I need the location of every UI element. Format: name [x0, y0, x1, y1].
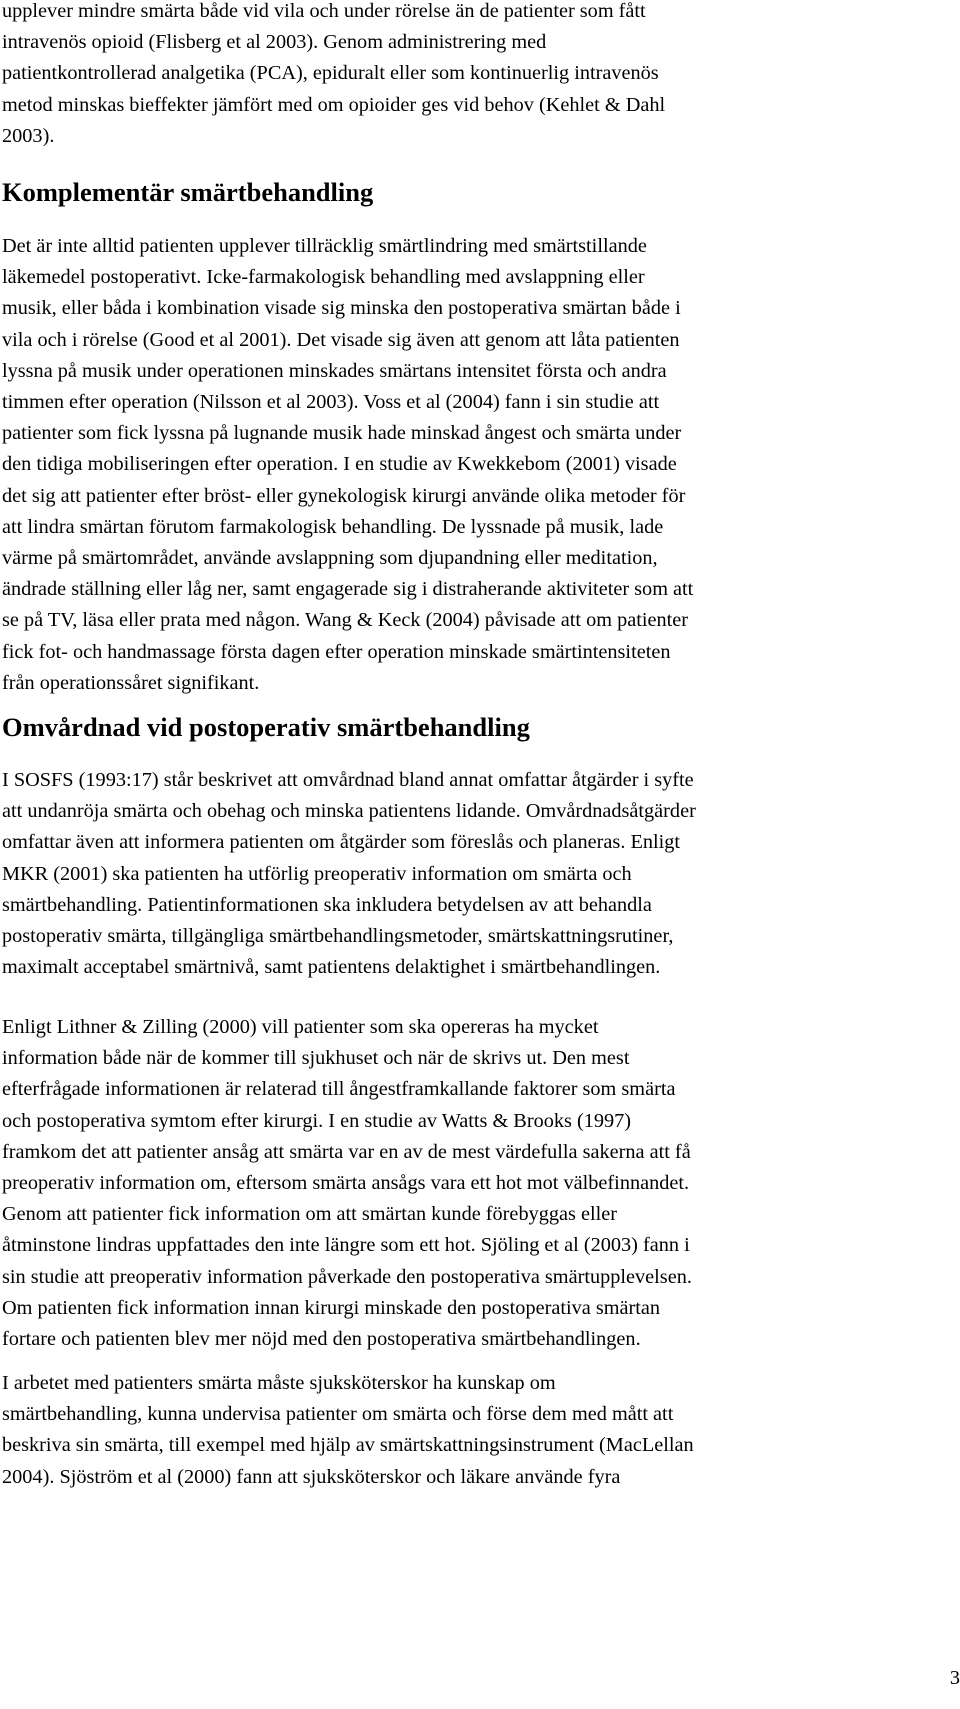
- text-line: upplever mindre smärta både vid vila och under rörelse än de patienter som fått: [2, 0, 646, 22]
- text-line: omfattar även att informera patienten om åtgärder som föreslås och planeras. Enligt: [2, 831, 681, 854]
- text-line: smärtbehandling, kunna undervisa patienter om smärta och förse dem med mått att: [2, 1403, 674, 1426]
- text-line: musik, eller båda i kombination visade sig minska den postoperativa smärtan både i: [2, 297, 681, 320]
- text-line: patientkontrollerad analgetika (PCA), epiduralt eller som kontinuerlig intravenös: [2, 62, 659, 85]
- text-line: Genom att patienter fick information om att smärtan kunde förebyggas eller: [2, 1203, 617, 1226]
- text-line: lyssna på musik under operationen minskades smärtans intensitet första och andra: [2, 359, 667, 382]
- text-line: den tidiga mobiliseringen efter operation. I en studie av Kwekkebom (2001) visade: [2, 453, 677, 476]
- text-line: patienter som fick lyssna på lugnande musik hade minskad ångest och smärta under: [2, 422, 682, 445]
- text-line: läkemedel postoperativt. Icke-farmakologisk behandling med avslappning eller: [2, 266, 645, 289]
- text-line: MKR (2001) ska patienten ha utförlig preoperativ information om smärta och: [2, 862, 632, 885]
- text-line: vila och i rörelse (Good et al 2001). Det visade sig även att genom att låta patienten: [2, 328, 680, 351]
- text-line: från operationssåret signifikant.: [2, 671, 260, 694]
- section2-paragraph-3: [2, 1368, 952, 1493]
- section2-paragraph-2: [2, 1012, 952, 1355]
- text-line: värme på smärtområdet, använde avslappning som djupandning eller meditation,: [2, 547, 658, 570]
- text-line: beskriva sin smärta, till exempel med hjälp av smärtskattningsinstrument (MacLellan: [2, 1434, 694, 1457]
- section1-paragraph: [2, 231, 952, 699]
- text-line: och postoperativa symtom efter kirurgi. I en studie av Watts & Brooks (1997): [2, 1109, 632, 1132]
- text-line: åtminstone lindras uppfattades den inte längre som ett hot. Sjöling et al (2003) fann i: [2, 1234, 690, 1257]
- text-line: postoperativ smärta, tillgängliga smärtbehandlingsmetoder, smärtskattningsrutiner,: [2, 925, 674, 948]
- text-line: I SOSFS (1993:17) står beskrivet att omvårdnad bland annat omfattar åtgärder i syfte: [2, 769, 694, 791]
- text-line: information både när de kommer till sjukhuset och när de skrivs ut. Den mest: [2, 1047, 630, 1070]
- text-line: fortare och patienten blev mer nöjd med den postoperativa smärtbehandlingen.: [2, 1328, 641, 1351]
- section-heading-omvardnad: Omvårdnad vid postoperativ smärtbehandling: [2, 712, 530, 742]
- text-line: smärtbehandling. Patientinformationen ska inkludera betydelsen av att behandla: [2, 893, 652, 916]
- text-line: metod minskas bieffekter jämfört med om opioider ges vid behov (Kehlet & Dahl: [2, 93, 666, 116]
- text-line: preoperativ information om, eftersom smärta ansågs vara ett hot mot välbefinnandet.: [2, 1172, 690, 1195]
- intro-paragraph: [2, 0, 952, 152]
- text-line: Enligt Lithner & Zilling (2000) vill patienter som ska opereras ha mycket: [2, 1016, 599, 1038]
- text-line: framkom det att patienter ansåg att smärta var en av de mest värdefulla sakerna att få: [2, 1140, 691, 1163]
- text-line: timmen efter operation (Nilsson et al 2003). Voss et al (2004) fann i sin studie att: [2, 391, 660, 414]
- text-line: Det är inte alltid patienten upplever tillräcklig smärtlindring med smärtstillande: [2, 235, 647, 257]
- text-line: fick fot- och handmassage första dagen efter operation minskade smärtintensiteten: [2, 640, 671, 663]
- text-line: intravenös opioid (Flisberg et al 2003). Genom administrering med: [2, 31, 547, 54]
- section2-paragraph-1: [2, 765, 952, 983]
- page-number: 3: [949, 1667, 960, 1689]
- section-heading-komplementar: Komplementär smärtbehandling: [2, 177, 374, 207]
- text-line: efterfrågade informationen är relaterad till ångestframkallande faktorer som smärta: [2, 1078, 676, 1101]
- text-line: I arbetet med patienters smärta måste sjuksköterskor ha kunskap om: [2, 1372, 556, 1394]
- text-line: Om patienten fick information innan kirurgi minskade den postoperativa smärtan: [2, 1296, 661, 1319]
- text-line: ändrade ställning eller låg ner, samt engagerade sig i distraherande aktiviteter som att: [2, 578, 694, 601]
- text-line: maximalt acceptabel smärtnivå, samt patientens delaktighet i smärtbehandlingen.: [2, 956, 661, 979]
- text-line: 2004). Sjöström et al (2000) fann att sjuksköterskor och läkare använde fyra: [2, 1465, 621, 1488]
- text-line: det sig att patienter efter bröst- eller gynekologisk kirurgi använde olika metoder för: [2, 484, 686, 507]
- text-line: 2003).: [2, 124, 55, 147]
- text-line: att lindra smärtan förutom farmakologisk behandling. De lyssnade på musik, lade: [2, 515, 664, 538]
- text-line: att undanröja smärta och obehag och minska patientens lidande. Omvårdnadsåtgärder: [2, 800, 696, 823]
- text-line: se på TV, läsa eller prata med någon. Wang & Keck (2004) påvisade att om patienter: [2, 609, 689, 632]
- text-line: sin studie att preoperativ information påverkade den postoperativa smärtupplevelsen.: [2, 1265, 692, 1288]
